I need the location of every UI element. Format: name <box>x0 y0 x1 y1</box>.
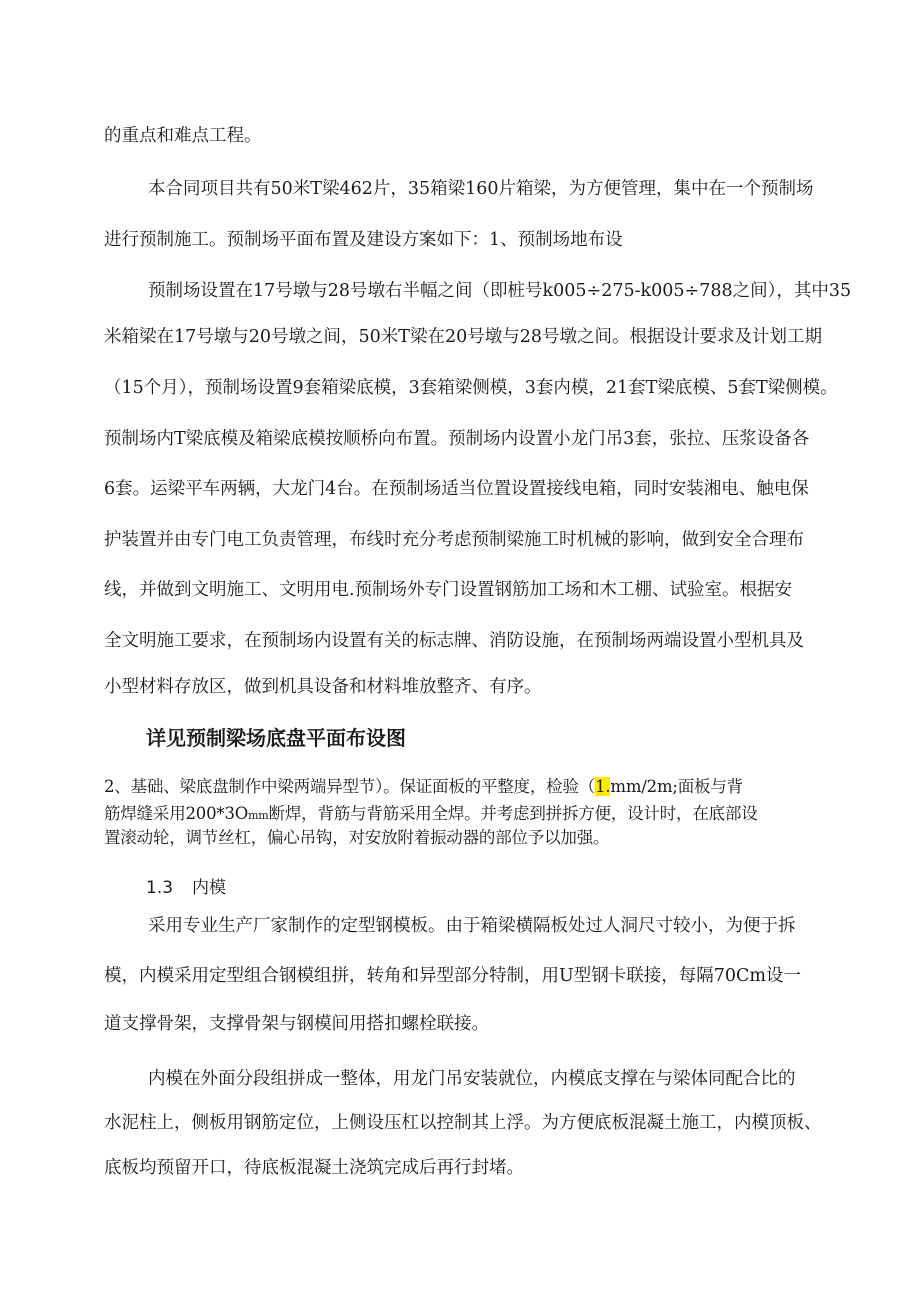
section-number: 1.3 <box>146 878 174 898</box>
paragraph-line: 线，并做到文明施工、文明用电.预制场外专门设置钢筋加工场和木工棚、试验室。根据安 <box>104 580 793 600</box>
paragraph-line: 模，内模采用定型组合钢模组拼，转角和异型部分特制，用U型钢卡联接，每隔70Cm设一 <box>104 966 801 986</box>
paragraph-line: （15个月），预制场设置9套箱梁底模，3套箱梁侧模，3套内模，21套T梁底模、5套T梁侧模。 <box>104 378 838 398</box>
paragraph-line: 水泥柱上，侧板用钢筋定位，上侧设压杠以控制其上浮。为方便底板混凝土施工，内模顶板、 <box>104 1113 822 1133</box>
paragraph-line: 预制场设置在17号墩与28号墩右半幅之间（即桩号k005÷275-k005÷788之间），其中35 <box>148 281 852 301</box>
paragraph-line: 全文明施工要求，在预制场内设置有关的标志牌、消防设施，在预制场两端设置小型机具及 <box>104 631 804 651</box>
paragraph-line: 的重点和难点工程。 <box>104 126 262 146</box>
paragraph-line: 道支撑骨架，支撑骨架与钢模间用搭扣螺栓联接。 <box>104 1014 489 1034</box>
text-span: mm∕2m;面板与背 <box>610 777 743 796</box>
paragraph-line <box>104 802 758 828</box>
paragraph-line: 米箱梁在17号墩与20号墩之间，50米T梁在20号墩与28号墩之间。根据设计要求及计划工期 <box>104 327 823 347</box>
paragraph-line: 底板均预留开口，待底板混凝土浇筑完成后再行封堵。 <box>104 1158 524 1178</box>
text-span: 断焊，背筋与背筋采用全焊。并考虑到拼拆方便，设计时，在底部设 <box>268 804 758 823</box>
highlighted-text: 1. <box>595 777 611 796</box>
paragraph-line: 采用专业生产厂家制作的定型钢模板。由于箱梁横隔板处过人洞尺寸较小，为便于拆 <box>148 916 796 936</box>
unit-subscript: mm <box>248 809 269 822</box>
paragraph-line: 6套。运梁平车两辆，大龙门4台。在预制场适当位置设置接线电箱，同时安装湘电、触电保 <box>104 479 809 499</box>
paragraph-line: 小型材料存放区，做到机具设备和材料堆放整齐、有序。 <box>104 677 542 697</box>
figure-reference-heading: 详见预制梁场底盘平面布设图 <box>146 726 406 750</box>
paragraph-line: 本合同项目共有50米T梁462片，35箱梁160片箱梁，为方便管理，集中在一个预制场 <box>148 179 814 199</box>
text-span: 2、基础、梁底盘制作中梁两端异型节）。保证面板的平整度，检验（ <box>104 777 596 796</box>
paragraph-line <box>104 775 743 799</box>
paragraph-line: 进行预制施工。预制场平面布置及建设方案如下：1、预制场地布设 <box>104 230 623 250</box>
paragraph-line: 预制场内T梁底模及箱梁底模按顺桥向布置。预制场内设置小龙门吊3套，张拉、压浆设备各 <box>104 429 810 449</box>
paragraph-line: 内模在外面分段组拼成一整体，用龙门吊安装就位，内模底支撑在与梁体同配合比的 <box>148 1069 796 1089</box>
section-heading <box>146 873 226 898</box>
text-span: 筋焊缝采用200*3O <box>104 804 249 823</box>
section-title: 内模 <box>192 878 226 898</box>
paragraph-line: 护装置并由专门电工负责管理，布线时充分考虑预制梁施工时机械的影响，做到安全合理布 <box>104 530 804 550</box>
paragraph-line: 置滚动轮，调节丝杠，偏心吊钩，对安放附着振动器的部位予以加强。 <box>104 828 610 847</box>
